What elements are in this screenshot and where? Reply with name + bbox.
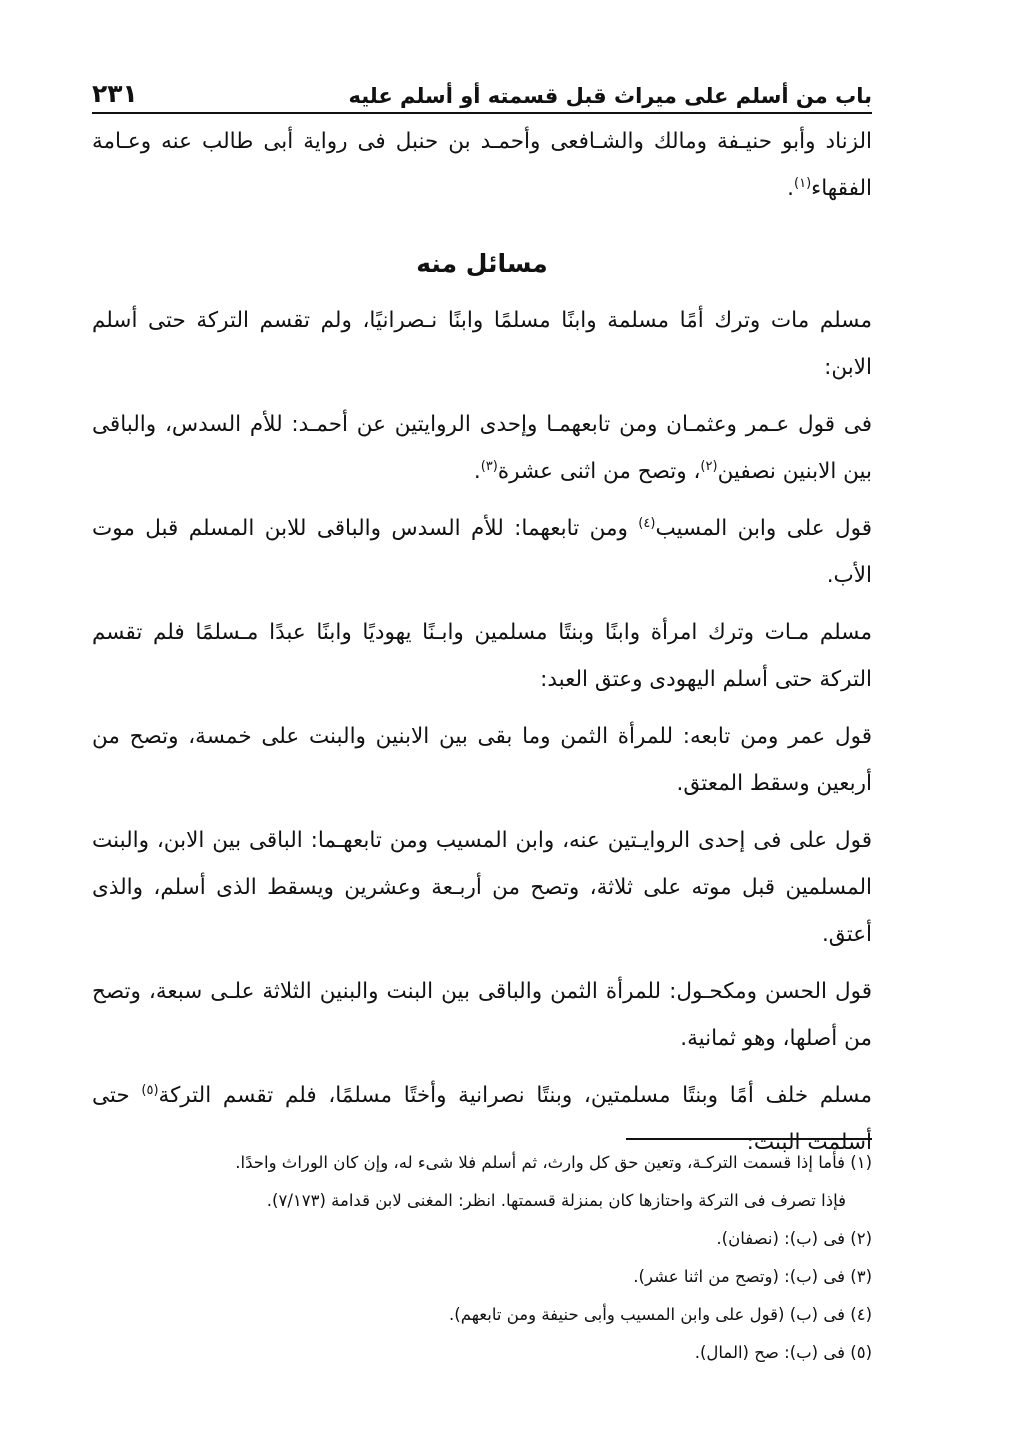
punctuation: . xyxy=(787,176,794,201)
main-text xyxy=(92,118,872,1176)
section-heading: مسائل منه xyxy=(416,249,548,278)
running-header xyxy=(92,62,872,114)
paragraph-6: قول عمر ومن تابعه: للمرأة الثمن وما بقى بين الابنين والبنت على خمسة، وتصح من أربعين وسقط المعتق. xyxy=(92,724,872,796)
footnote-4: (٤) فى (ب) (قول على وابن المسيب وأبى حنيفة ومن تابعهم). xyxy=(449,1305,872,1324)
footnote-marker: (١) xyxy=(794,175,812,191)
footnote-marker: (٥) xyxy=(141,1082,159,1098)
paragraph-5: مسلم مـات وترك امرأة وابنًا وبنتًا مسلمين وابـنًا يهوديًا وابنًا عبدًا مـسلمًا فلم تقسم التركة حتى أسلم اليهودى وعتق العبد: xyxy=(92,620,872,692)
punctuation: . xyxy=(473,459,481,484)
paragraph-text: ، وتصح من اثنى عشرة xyxy=(497,459,701,484)
paragraph-8: قول الحسن ومكحـول: للمرأة الثمن والباقى بين البنت والبنين الثلاثة علـى سبعة، وتصح من أصلها، وهو ثمانية. xyxy=(92,979,872,1051)
paragraph-3 xyxy=(92,401,872,495)
paragraph-2: مسلم مات وترك أمًا مسلمة وابنًا مسلمًا وابنًا نـصرانيًا، ولم تقسم التركة حتى أسلم الابن: xyxy=(92,308,872,380)
footnote-2: (٢) فى (ب): (نصفان). xyxy=(716,1229,872,1248)
paragraph-1 xyxy=(92,118,872,212)
paragraph-text: حتى أسلمت البنت: xyxy=(92,1083,872,1155)
paragraph-text: الزناد وأبو حنيـفة ومالك والشـافعى وأحمـد بن حنبل فى رواية أبى طالب عنه وعـامة الفقهاء xyxy=(92,129,872,201)
page-number: ٢٣١ xyxy=(92,79,138,108)
footnote-marker: (٣) xyxy=(480,458,498,474)
paragraph-4 xyxy=(92,505,872,599)
footnote-marker: (٢) xyxy=(700,458,718,474)
footnotes xyxy=(92,1144,872,1372)
paragraph-text: ومن تابعهما: للأم السدس والباقى للابن المسلم قبل موت الأب. xyxy=(92,516,872,588)
footnote-1: (١) فأما إذا قسمت التركـة، وتعين حق كل وارث، ثم أسلم فلا شىء له، وإن كان الوراث واحدًا. xyxy=(235,1153,872,1172)
footnote-separator xyxy=(626,1138,872,1140)
footnote-marker: (٤) xyxy=(638,515,656,531)
paragraph-text: قول على وابن المسيب xyxy=(655,516,872,541)
paragraph-text: مسلم خلف أمًا وبنتًا مسلمتين، وبنتًا نصرانية وأختًا مسلمًا، فلم تقسم التركة xyxy=(158,1083,872,1108)
footnote-3: (٣) فى (ب): (وتصح من اثنا عشر). xyxy=(633,1267,872,1286)
paragraph-7: قول على فى إحدى الروايـتين عنه، وابن المسيب ومن تابعهـما: الباقى بين الابن، والبنت المسلمين قبل موته على ثلاثة، وتصح من أربـعة وعشرين ويسقط الذى أسلم، والذى أعتق. xyxy=(92,828,872,947)
footnote-5: (٥) فى (ب): صح (المال). xyxy=(694,1343,872,1362)
chapter-title: باب من أسلم على ميراث قبل قسمته أو أسلم عليه xyxy=(348,84,872,108)
paragraph-text: فى قول عـمر وعثمـان ومن تابعهمـا وإحدى الروايتين عن أحمـد: للأم السدس، والباقى بين الابنين نصفين xyxy=(92,412,872,484)
footnote-1-continued: فإذا تصرف فى التركة واحتازها كان بمنزلة قسمتها. انظر: المغنى لابن قدامة (٧/١٧٣). xyxy=(266,1191,846,1210)
